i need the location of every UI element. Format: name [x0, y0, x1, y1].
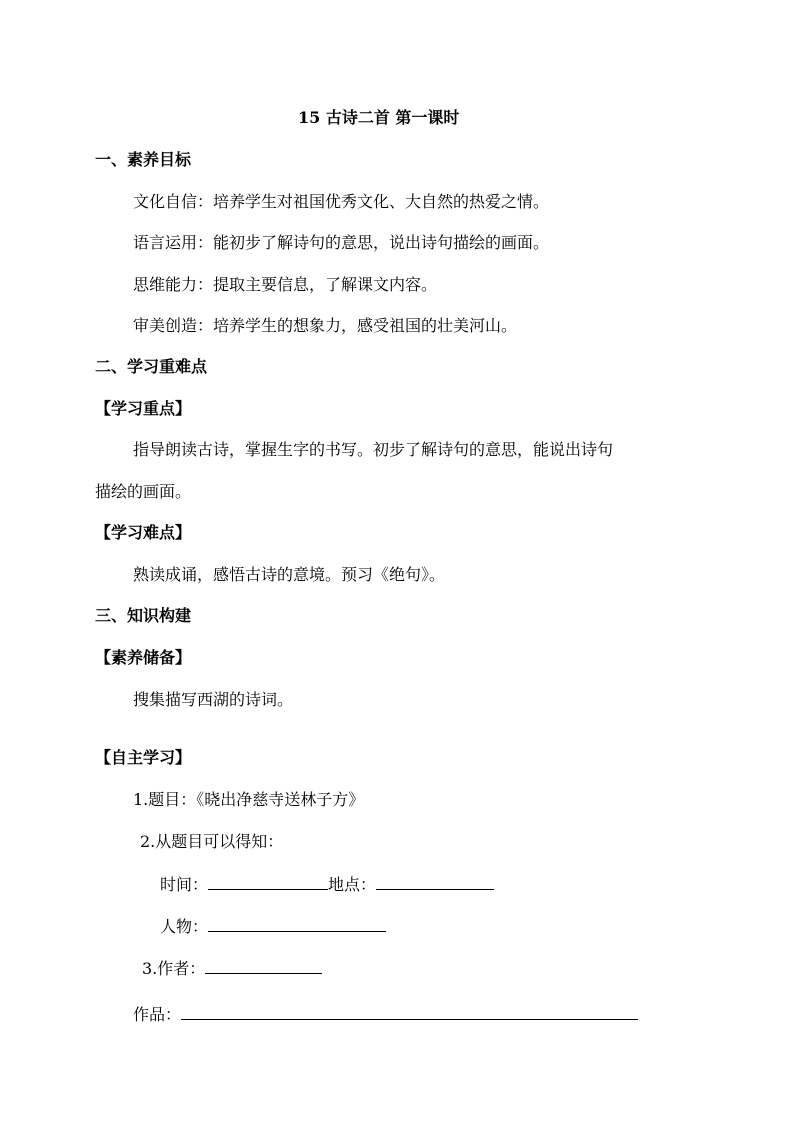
- place-label: 地点：: [328, 875, 377, 894]
- self-study-label: 【自主学习】: [95, 748, 192, 767]
- question-2-prompt: 2.从题目可以得知：: [140, 832, 284, 851]
- works-blank[interactable]: [181, 1003, 638, 1020]
- author-label: 3.作者：: [142, 959, 206, 978]
- person-blank[interactable]: [208, 915, 386, 932]
- page-title: 15 古诗二首 第一课时: [298, 108, 460, 127]
- section-heading-key-points: 二、学习重难点: [95, 357, 208, 376]
- time-place-row: [160, 873, 494, 895]
- section-heading-goals: 一、素养目标: [95, 150, 192, 169]
- author-row: [142, 957, 322, 979]
- prep-label: 【素养储备】: [95, 648, 192, 667]
- time-blank[interactable]: [208, 873, 328, 890]
- goal-item-aesthetics: 审美创造：培养学生的想象力，感受祖国的壮美河山。: [133, 316, 518, 335]
- focus-text-line2: 描绘的画面。: [95, 482, 192, 501]
- goal-item-thinking: 思维能力：提取主要信息，了解课文内容。: [133, 275, 438, 294]
- works-row: [133, 1003, 638, 1025]
- works-label: 作品：: [133, 1005, 182, 1024]
- person-row: [160, 915, 386, 937]
- focus-text-line1: 指导朗读古诗，掌握生字的书写。初步了解诗句的意思，能说出诗句: [133, 440, 614, 459]
- goal-item-language: 语言运用：能初步了解诗句的意思，说出诗句描绘的画面。: [133, 233, 550, 252]
- prep-text: 搜集描写西湖的诗词。: [133, 690, 294, 709]
- person-label: 人物：: [160, 917, 209, 936]
- question-1-title: 1.题目：《晓出净慈寺送林子方》: [133, 790, 365, 809]
- section-heading-knowledge: 三、知识构建: [95, 606, 192, 625]
- goal-item-culture: 文化自信：培养学生对祖国优秀文化、大自然的热爱之情。: [133, 192, 550, 211]
- difficulty-text: 熟读成诵，感悟古诗的意境。预习《绝句》。: [133, 565, 446, 584]
- author-blank[interactable]: [205, 957, 322, 974]
- difficulty-label: 【学习难点】: [95, 523, 192, 542]
- place-blank[interactable]: [376, 873, 494, 890]
- focus-label: 【学习重点】: [95, 399, 192, 418]
- time-label: 时间：: [160, 875, 209, 894]
